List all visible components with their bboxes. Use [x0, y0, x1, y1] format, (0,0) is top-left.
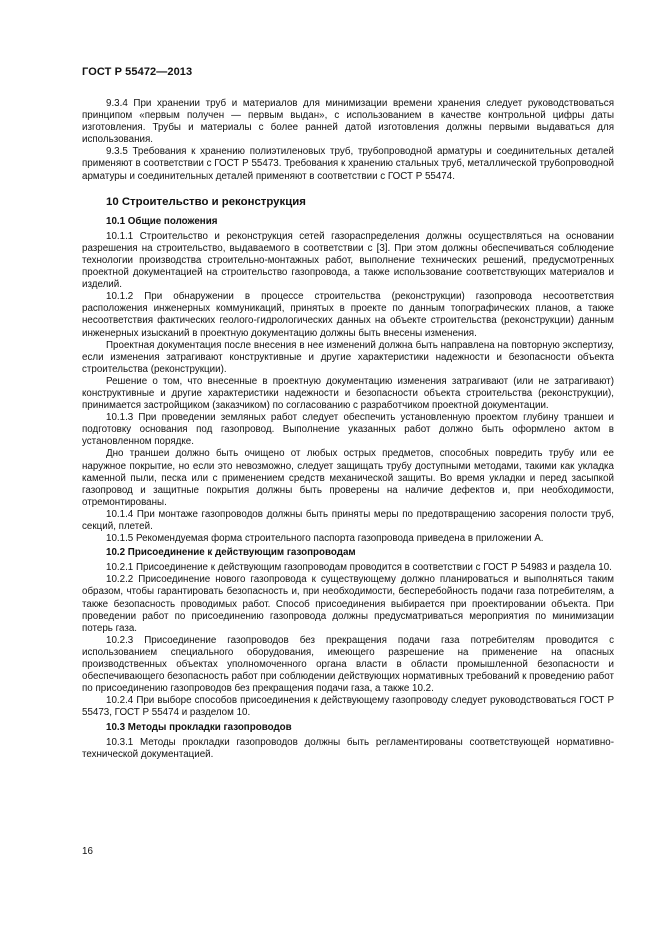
paragraph-9-3-5: 9.3.5 Требования к хранению полиэтиленовых труб, трубопроводной арматуры и соединительных деталей применяют в соответствии с ГОСТ Р 55473. Требования к хранению стальных труб, металлической трубопроводной арматуры и соединительных деталей применяют в соответствии с ГОСТ Р 55474.: [82, 146, 614, 182]
paragraph-10-2-4: 10.2.4 При выборе способов присоединения к действующему газопроводу следует руководствоваться ГОСТ Р 55473, ГОСТ Р 55474 и разделом 10.: [82, 695, 614, 719]
paragraph-10-1-3-cont: Дно траншеи должно быть очищено от любых острых предметов, способных повредить трубу или ее наружное покрытие, но если это невозможно, следует защищать трубу доступными методами, такими как укладка каменной пыли, песка или с применением средств механической защиты. Во время укладки и перед засыпкой газопровод и защитные покрытия должны быть проверены на наличие дефектов и, при необходимости, отремонтированы.: [82, 448, 614, 508]
document-body: [82, 98, 614, 761]
paragraph-10-1-1: 10.1.1 Строительство и реконструкция сетей газораспределения должны осуществляться на основании разрешения на строительство, выдаваемого в соответствии с [3]. При этом должны обеспечиваться соблюдение технологии производства строительно-монтажных работ, выполнение технических решений, предусмотренных проектной документацией на строительство газопровода, а также использование соответствующих материалов и изделий.: [82, 230, 614, 291]
paragraph-10-2-1: 10.2.1 Присоединение к действующим газопроводам проводится в соответствии с ГОСТ Р 54983 и раздела 10.: [106, 562, 612, 574]
subsection-10-3-heading: 10.3 Методы прокладки газопроводов: [106, 721, 292, 733]
paragraph-10-3-1: 10.3.1 Методы прокладки газопроводов должны быть регламентированы соответствующей нормативно-технической документацией.: [82, 736, 614, 760]
section-10-heading: 10 Строительство и реконструкция: [106, 195, 306, 208]
paragraph-10-1-3: 10.1.3 При проведении земляных работ следует обеспечить установленную проектом глубину траншеи и подготовку основания под газопровод. Выполнение указанных работ должно быть оформлено актом в установленном порядке.: [82, 412, 614, 448]
subsection-10-1-heading: 10.1 Общие положения: [106, 215, 218, 227]
paragraph-10-1-2-cont-1: Проектная документация после внесения в нее изменений должна быть направлена на повторную экспертизу, если изменения затрагивают конструктивные и другие характеристики надежности и безопасности объекта строительства (реконструкции).: [82, 339, 614, 375]
paragraph-10-1-2-cont-2: Решение о том, что внесенные в проектную документацию изменения затрагивают (или не затрагивают) конструктивные и другие характеристики надежности и безопасности объекта строительства (реконструкции), принимается застройщиком (заказчиком) по согласованию с разработчиком проектной документации.: [82, 375, 614, 412]
subsection-10-2-heading: 10.2 Присоединение к действующим газопроводам: [106, 547, 356, 559]
paragraph-10-2-3: 10.2.3 Присоединение газопроводов без прекращения подачи газа потребителям проводится с использованием специального оборудования, имеющего разрешение на применение на опасных производственных объектах уполномоченного органа власти в области промышленной безопасности и обеспечивающего безопасность работ при соблюдении действующих нормативных требований к проведению работ по присоединению газопроводов без прекращения подачи газа, а также 10.2.: [82, 634, 614, 695]
paragraph-10-1-5: 10.1.5 Рекомендуемая форма строительного паспорта газопровода приведена в приложении А.: [106, 533, 544, 545]
page-number: 16: [82, 846, 93, 857]
paragraph-9-3-4: 9.3.4 При хранении труб и материалов для минимизации времени хранения следует руководствоваться принципом «первым получен — первым выдан», с использованием в качестве контрольной цифры даты изготовления. Трубы и материалы с более ранней датой изготовления должны первыми выдаваться для использования.: [82, 98, 614, 146]
document-header: ГОСТ Р 55472—2013: [82, 66, 193, 78]
paragraph-10-2-2: 10.2.2 Присоединение нового газопровода к существующему должно планироваться и выполняться таким образом, чтобы гарантировать безопасность и, при необходимости, бесперебойность подачи газа потребителям, а также безопасность проводимых работ. Способ присоединения выбирается при проектировании объекта. При проведении работ по присоединению газопровода должны предусматриваться мероприятия по минимизации потерь газа.: [82, 574, 614, 634]
paragraph-10-1-4: 10.1.4 При монтаже газопроводов должны быть приняты меры по предотвращению засорения полости труб, секций, плетей.: [82, 508, 614, 532]
paragraph-10-1-2: 10.1.2 При обнаружении в процессе строительства (реконструкции) газопровода несоответствия расположения инженерных коммуникаций, принятых в проекте по данным топографических планов, а также несоответствия фактических геолого-гидрологических данных на объекте строительства (реконструкции) данным инженерных изысканий в проектную документацию должны быть внесены изменения.: [82, 291, 614, 339]
